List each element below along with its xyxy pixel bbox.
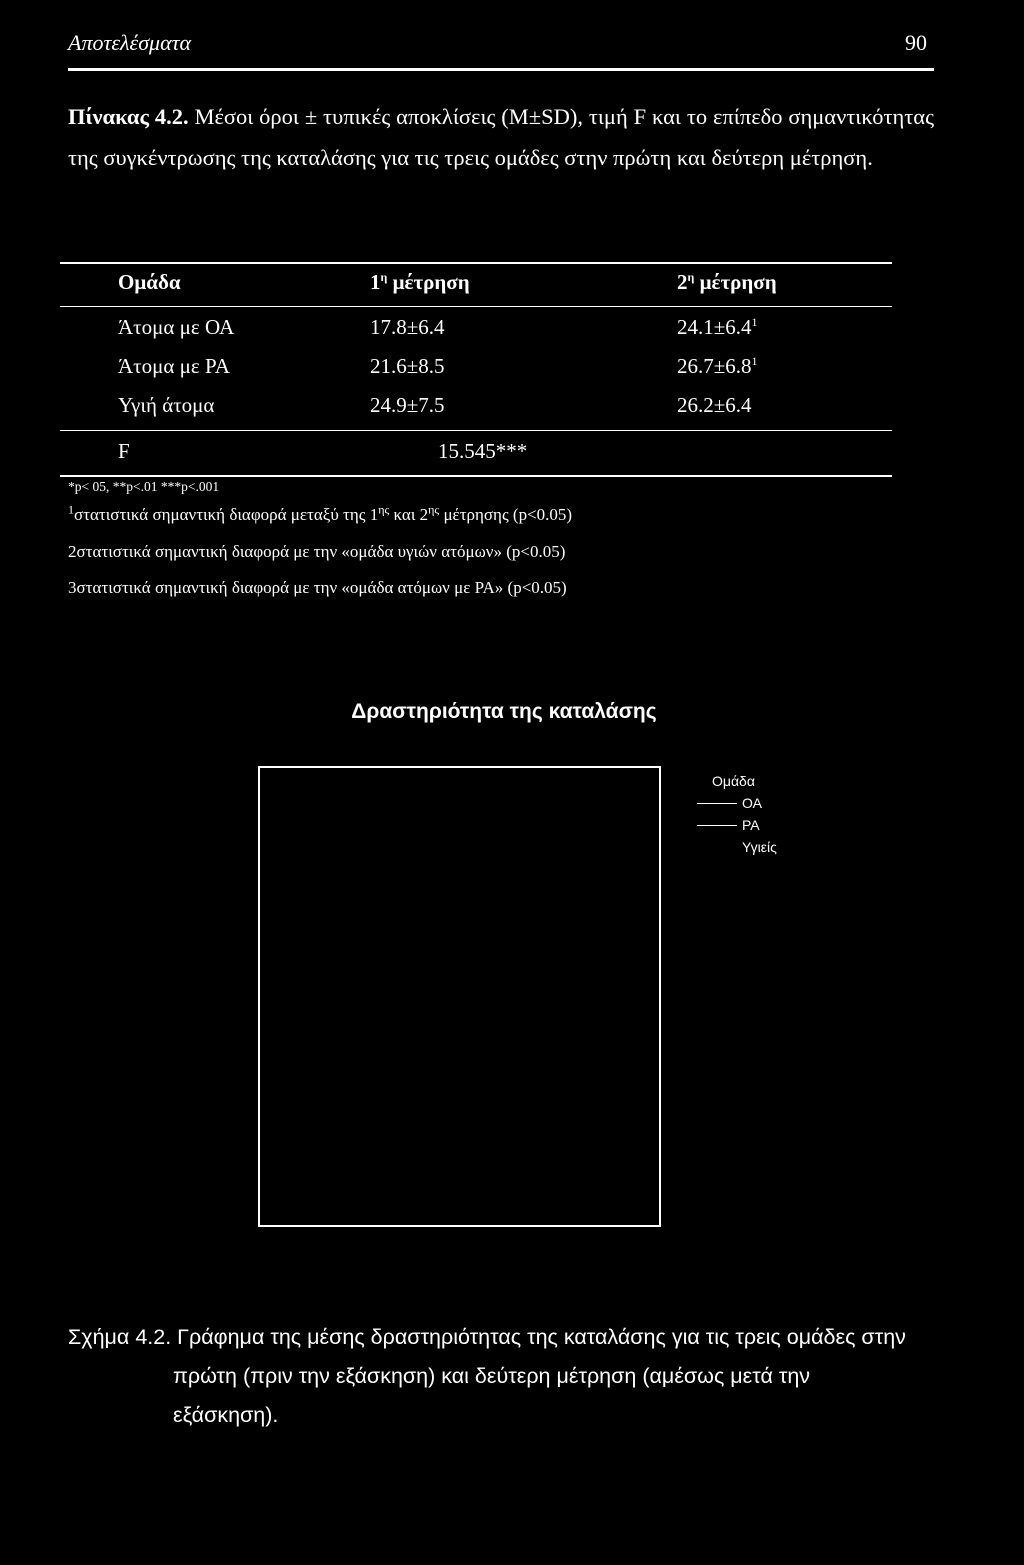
legend-item-healthy: Υγιείς — [742, 839, 777, 855]
chart-plot-area — [258, 766, 661, 1227]
table-cell-m2-sup: 1 — [751, 315, 758, 329]
table-cell-m2 — [677, 354, 758, 379]
table-cell-group: Υγιή άτομα — [118, 393, 215, 417]
legend-line-oa — [697, 803, 737, 804]
table-top-rule — [60, 262, 892, 264]
m1-num: 1 — [370, 270, 381, 294]
table-header-measurement-2 — [677, 270, 777, 295]
table-cell-group: Άτομα με ΟΑ — [118, 315, 235, 339]
running-header-section: Αποτελέσματα — [68, 30, 192, 55]
table-bottom-rule — [60, 475, 892, 477]
m1-text: μέτρηση — [387, 270, 470, 294]
m1-sup: η — [380, 270, 388, 284]
m2-text: μέτρηση — [694, 270, 777, 294]
header-rule — [68, 68, 934, 71]
legend-line-ra — [697, 825, 737, 826]
table-caption-prefix: Πίνακας 4.2. — [68, 104, 189, 129]
table-cell-m2 — [677, 393, 752, 418]
table-cell-m2 — [677, 315, 758, 340]
page-number: 90 — [905, 30, 927, 55]
table-f-value: 15.545*** — [438, 439, 528, 463]
footnote-1-text-a: στατιστικά σημαντική διαφορά μεταξύ της 1 — [74, 505, 379, 524]
figure-caption — [68, 1318, 938, 1435]
table-cell-m1: 24.9±7.5 — [370, 393, 445, 417]
figure-caption-line-1: Σχήμα 4.2. Γράφημα της μέσης δραστηριότητας της καταλάσης για τις τρεις ομάδες στην — [68, 1325, 906, 1349]
table-header-measurement-1 — [370, 270, 470, 295]
table-f-label: F — [118, 439, 130, 463]
significance-note: *p< 05, **p<.01 ***p<.001 — [68, 479, 220, 494]
chart-title: Δραστηριότητα της καταλάσης — [351, 700, 657, 723]
table-cell-m1: 21.6±8.5 — [370, 354, 445, 378]
footnote-1-sup-b: ης — [428, 502, 440, 517]
legend-item-oa: ΟΑ — [742, 795, 762, 811]
table-cell-group: Άτομα με ΡΑ — [118, 354, 230, 378]
footnote-3: 3στατιστικά σημαντική διαφορά με την «ομάδα ατόμων με ΡΑ» (p<0.05) — [68, 578, 567, 597]
footnote-1-text-c: μέτρησης (p<0.05) — [439, 505, 573, 524]
figure-caption-line-3: εξάσκηση). — [173, 1403, 279, 1427]
table-cell-m2-value: 24.1±6.4 — [677, 315, 752, 339]
legend-item-ra: ΡΑ — [742, 817, 760, 833]
table-caption-text: Μέσοι όροι ± τυπικές αποκλίσεις (M±SD), τιμή F και το επίπεδο σημαντικότητας της συγκέντρωσης της καταλάσης για τις τρεις ομάδες στην πρώτη και δεύτερη μέτρηση. — [68, 104, 934, 170]
footnote-1-text-b: και 2 — [389, 505, 429, 524]
table-cell-m2-sup: 1 — [751, 354, 758, 368]
table-cell-m1: 17.8±6.4 — [370, 315, 445, 339]
footnote-1 — [68, 502, 573, 525]
footnote-1-sup-a: ης — [378, 502, 390, 517]
footnote-1-marker: 1 — [68, 502, 74, 517]
footnote-2: 2στατιστικά σημαντική διαφορά με την «ομάδα υγιών ατόμων» (p<0.05) — [68, 542, 566, 561]
table-cell-m2-value: 26.7±6.8 — [677, 354, 752, 378]
table-header-rule — [60, 306, 892, 307]
legend-title: Ομάδα — [712, 773, 755, 789]
table-cell-m2-value: 26.2±6.4 — [677, 393, 752, 417]
figure-caption-line-2: πρώτη (πριν την εξάσκηση) και δεύτερη μέτρηση (αμέσως μετά την — [173, 1364, 811, 1388]
m2-sup: η — [687, 270, 695, 284]
m2-num: 2 — [677, 270, 688, 294]
table-caption — [68, 96, 934, 178]
table-header-group: Ομάδα — [118, 270, 181, 294]
table-body-rule — [60, 430, 892, 431]
